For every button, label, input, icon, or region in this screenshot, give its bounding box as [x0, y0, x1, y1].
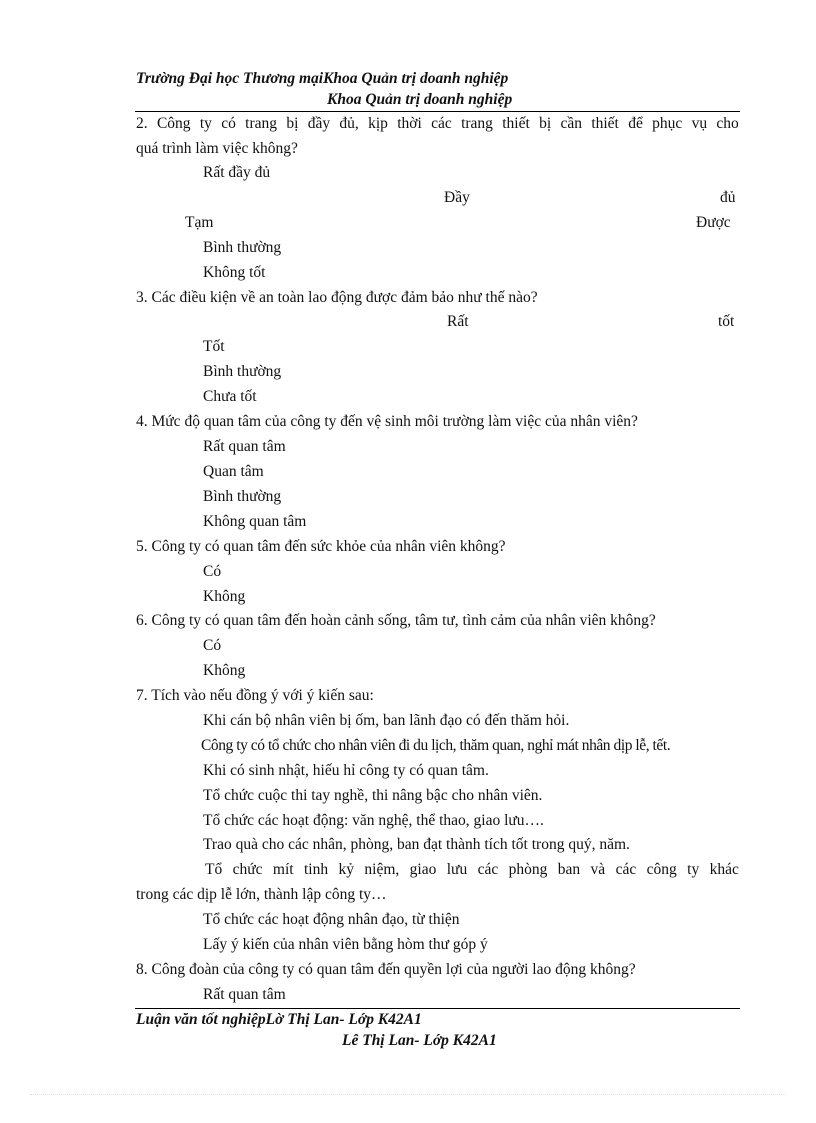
q7-item-7-word: phòng [508, 861, 548, 878]
q2-line-1-word: phục [652, 115, 683, 132]
q4-option-1: Rất quan tâm [203, 438, 286, 455]
q2-option-3-word-2: Được [696, 214, 731, 231]
q7-item-7-word: mít [272, 861, 294, 878]
q2-line-1-word: Công [156, 115, 191, 132]
q3-option-4: Chưa tốt [203, 388, 257, 405]
q2-question-line-2: quá trình làm việc không? [136, 140, 298, 157]
q2-line-1-word: bị [286, 115, 299, 132]
q2-line-1-word: thời [397, 115, 422, 132]
q4-question: 4. Mức độ quan tâm của công ty đến vệ sinh môi trường làm việc của nhân viên? [136, 413, 638, 430]
q7-item-8: Tổ chức các hoạt động nhân đạo, từ thiện [203, 911, 460, 928]
q7-item-7-word: và [590, 861, 606, 878]
q2-line-1-word: cho [716, 115, 739, 132]
q2-option-1: Rất đầy đủ [203, 164, 271, 181]
q3-option-1-word-1: Rất [447, 313, 469, 330]
q4-option-2: Quan tâm [203, 463, 264, 480]
header-line-1: Trường Đại học Thương mạiKhoa Quản trị doanh nghiệp [136, 70, 509, 87]
q7-item-7-word: Tổ [205, 861, 223, 878]
footer-line-2: Lê Thị Lan- Lớp K42A1 [342, 1032, 497, 1049]
q5-question: 5. Công ty có quan tâm đến sức khỏe của nhân viên không? [136, 538, 506, 555]
q3-option-1-word-2: tốt [718, 313, 735, 330]
q2-line-1-word: để [628, 115, 643, 132]
q4-option-4: Không quan tâm [203, 513, 307, 530]
q3-option-2: Tốt [203, 338, 225, 355]
q2-option-2-word-1: Đầy [444, 189, 470, 206]
q2-line-1-word: thiết [591, 115, 619, 132]
q7-item-7-word: công [646, 861, 677, 878]
q2-option-4: Bình thường [203, 239, 282, 256]
q2-line-1-word: kịp [368, 115, 388, 132]
q2-question-line-1 [136, 115, 739, 133]
q7-item-7-line-2: trong các dịp lễ lớn, thành lập công ty… [136, 886, 387, 903]
q6-option-1: Có [203, 637, 222, 654]
q7-item-7-word: các [615, 861, 637, 878]
q7-item-7-word: kỷ [338, 861, 354, 878]
q7-item-6: Trao quà cho các nhân, phòng, ban đạt thành tích tốt trong quý, năm. [203, 836, 630, 853]
page-bottom-dotted-line [30, 1094, 786, 1095]
q2-option-3-word-1: Tạm [185, 214, 214, 231]
q7-item-7-word: tinh [303, 861, 329, 878]
q7-item-7-word: ty [687, 861, 700, 878]
q2-line-1-word: vụ [691, 115, 708, 132]
q7-question: 7. Tích vào nếu đồng ý với ý kiến sau: [136, 687, 374, 704]
q7-item-7-line-1 [205, 861, 739, 879]
q7-item-7-word: ban [557, 861, 581, 878]
q2-option-2-word-2: đủ [720, 189, 736, 206]
q2-line-1-word: trang [461, 115, 493, 132]
q2-line-1-word: bị [539, 115, 552, 132]
q7-item-7-word: chức [232, 861, 263, 878]
q2-line-1-word: thiết [502, 115, 530, 132]
q7-item-7-word: giao [409, 861, 437, 878]
q2-line-1-word: đầy [307, 115, 331, 132]
header-line-2: Khoa Quản trị doanh nghiệp [327, 91, 513, 108]
q8-option-1: Rất quan tâm [203, 986, 286, 1003]
q7-item-5: Tổ chức các hoạt động: văn nghệ, thể thao, giao lưu…. [203, 812, 544, 829]
q2-line-1-word: trang [245, 115, 278, 132]
q2-line-1-word: các [431, 115, 452, 132]
q6-option-2: Không [203, 662, 246, 679]
q8-question: 8. Công đoàn của công ty có quan tâm đến quyền lợi của người lao động không? [136, 961, 636, 978]
q7-item-7-word: khác [709, 861, 739, 878]
q7-item-1: Khi cán bộ nhân viên bị ốm, ban lãnh đạo có đến thăm hỏi. [203, 712, 570, 729]
footer-line-1: Luận văn tốt nghiệpLờ Thị Lan- Lớp K42A1 [136, 1011, 422, 1028]
q7-item-7-word: các [477, 861, 499, 878]
q2-line-1-word: cần [560, 115, 582, 132]
q2-line-1-word: 2. [136, 115, 148, 132]
q7-item-3: Khi có sinh nhật, hiếu hỉ công ty có quan tâm. [203, 762, 489, 779]
q6-question: 6. Công ty có quan tâm đến hoàn cảnh sống, tâm tư, tình cảm của nhân viên không? [136, 612, 656, 629]
q3-option-3: Bình thường [203, 363, 282, 380]
q5-option-1: Có [203, 563, 222, 580]
q3-question: 3. Các điều kiện về an toàn lao động được đảm bảo như thế nào? [136, 289, 538, 306]
q7-item-7-word: niệm, [364, 861, 400, 878]
q7-item-2: Công ty có tổ chức cho nhân viên đi du lịch, thăm quan, nghỉ mát nhân dịp lễ, tết. [201, 737, 671, 754]
footer-rule [135, 1008, 740, 1009]
q7-item-4: Tổ chức cuộc thi tay nghề, thi nâng bậc cho nhân viên. [203, 787, 543, 804]
q7-item-7-word: lưu [446, 861, 468, 878]
q2-line-1-word: đủ, [339, 115, 359, 132]
q2-line-1-word: ty [199, 115, 212, 132]
q7-item-9: Lấy ý kiến của nhân viên bằng hòm thư góp ý [203, 936, 488, 953]
q2-line-1-word: có [221, 115, 236, 132]
q5-option-2: Không [203, 588, 246, 605]
header-rule [135, 111, 740, 112]
q2-option-5: Không tốt [203, 264, 266, 281]
q4-option-3: Bình thường [203, 488, 282, 505]
